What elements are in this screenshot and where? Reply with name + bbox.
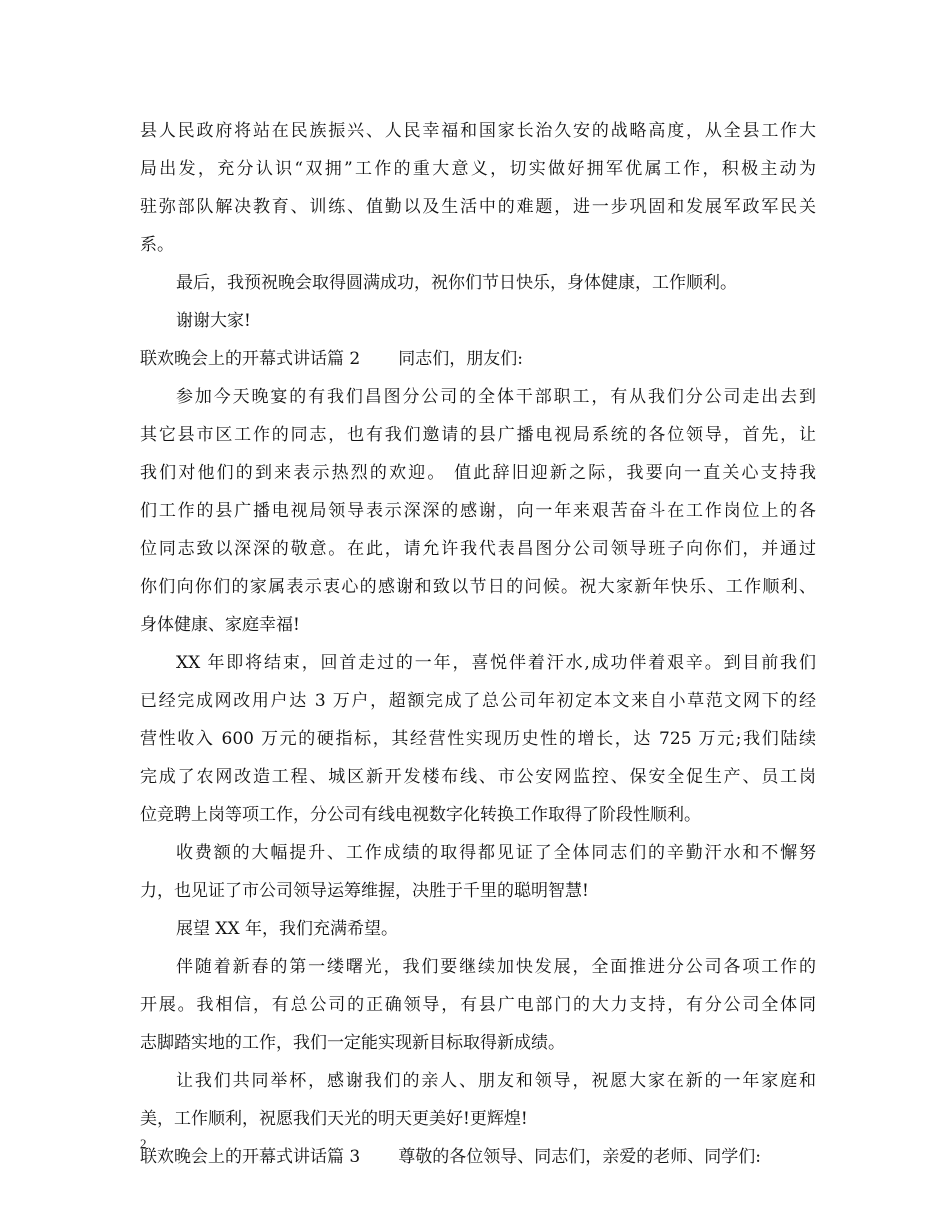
paragraph-line: 志脚踏实地的工作，我们一定能实现新目标取得新成绩。 (140, 1033, 565, 1053)
paragraph-line: 最后，我预祝晚会取得圆满成功，祝你们节日快乐，身体健康，工作顺利。 (176, 273, 737, 293)
paragraph-line: 身体健康、家庭幸福! (140, 615, 300, 635)
paragraph-line: 开展。我相信，有总公司的正确领导，有县广电部门的大力支持，有分公司全体同 (140, 995, 816, 1015)
paragraph-line: 收费额的大幅提升、工作成绩的取得都见证了全体同志们的辛勤汗水和不懈努 (176, 843, 816, 863)
paragraph-line: 谢谢大家! (176, 311, 251, 331)
paragraph-line: 我们对他们的到来表示热烈的欢迎。 值此辞旧迎新之际，我要向一直关心支持我 (140, 463, 816, 483)
paragraph-line: 你们向你们的家属表示衷心的感谢和致以节日的问候。祝大家新年快乐、工作顺利、 (140, 577, 816, 597)
paragraph (140, 112, 816, 264)
paragraph (140, 1062, 816, 1138)
paragraph-line: 让我们共同举杯，感谢我们的亲人、朋友和领导，祝愿大家在新的一年家庭和 (176, 1071, 816, 1091)
document-body (140, 112, 816, 1176)
paragraph-line: 系。 (140, 235, 174, 255)
paragraph-line: 参加今天晚宴的有我们昌图分公司的全体干部职工，有从我们分公司走出去到 (176, 387, 816, 407)
paragraph (140, 948, 816, 1062)
page-number: 2 (140, 1136, 147, 1151)
paragraph-line: 县人民政府将站在民族振兴、人民幸福和国家长治久安的战略高度，从全县工作大 (140, 121, 816, 141)
paragraph (140, 378, 816, 644)
section-heading (140, 340, 816, 378)
paragraph-line: 完成了农网改造工程、城区新开发楼布线、市公安网监控、保安全促生产、员工岗 (140, 767, 816, 787)
paragraph-line: 驻弥部队解决教育、训练、值勤以及生活中的难题，进一步巩固和发展军政军民关 (140, 197, 816, 217)
paragraph-line: 位竞聘上岗等项工作，分公司有线电视数字化转换工作取得了阶段性顺利。 (140, 805, 701, 825)
paragraph-line: 已经完成网改用户达 3 万户，超额完成了总公司年初定本文来自小草范文网下的经 (140, 691, 816, 711)
paragraph-line: 伴随着新春的第一缕曙光，我们要继续加快发展，全面推进分公司各项工作的 (176, 957, 816, 977)
section-salutation: 同志们，朋友们: (398, 349, 523, 369)
paragraph-line: 力，也见证了市公司领导运筹维握，决胜于千里的聪明智慧! (140, 881, 589, 901)
paragraph (140, 910, 816, 948)
paragraph-line: 美，工作顺利，祝愿我们天光的明天更美好!更辉煌! (140, 1109, 528, 1129)
paragraph-line: 们工作的县广播电视局领导表示深深的感谢，向一年来艰苦奋斗在工作岗位上的各 (140, 501, 816, 521)
paragraph-line: 位同志致以深深的敬意。在此，请允许我代表昌图分公司领导班子向你们，并通过 (140, 539, 816, 559)
paragraph-line: XX 年即将结束，回首走过的一年，喜悦伴着汗水,成功伴着艰辛。到目前我们 (176, 653, 816, 673)
paragraph-line: 展望 XX 年，我们充满希望。 (176, 919, 399, 939)
paragraph-line: 其它县市区工作的同志，也有我们邀请的县广播电视局系统的各位领导，首先，让 (140, 425, 816, 445)
paragraph (140, 302, 816, 340)
paragraph (140, 644, 816, 834)
paragraph (140, 264, 816, 302)
paragraph (140, 834, 816, 910)
section-title: 联欢晚会上的开幕式讲话篇 2 (140, 349, 361, 369)
section-heading (140, 1138, 816, 1176)
section-title: 联欢晚会上的开幕式讲话篇 3 (140, 1147, 361, 1167)
paragraph-line: 局出发，充分认识“双拥”工作的重大意义，切实做好拥军优属工作，积极主动为 (140, 159, 816, 179)
section-salutation: 尊敬的各位领导、同志们，亲爱的老师、同学们: (398, 1147, 761, 1167)
paragraph-line: 营性收入 600 万元的硬指标，其经营性实现历史性的增长，达 725 万元;我们陆续 (140, 729, 816, 749)
